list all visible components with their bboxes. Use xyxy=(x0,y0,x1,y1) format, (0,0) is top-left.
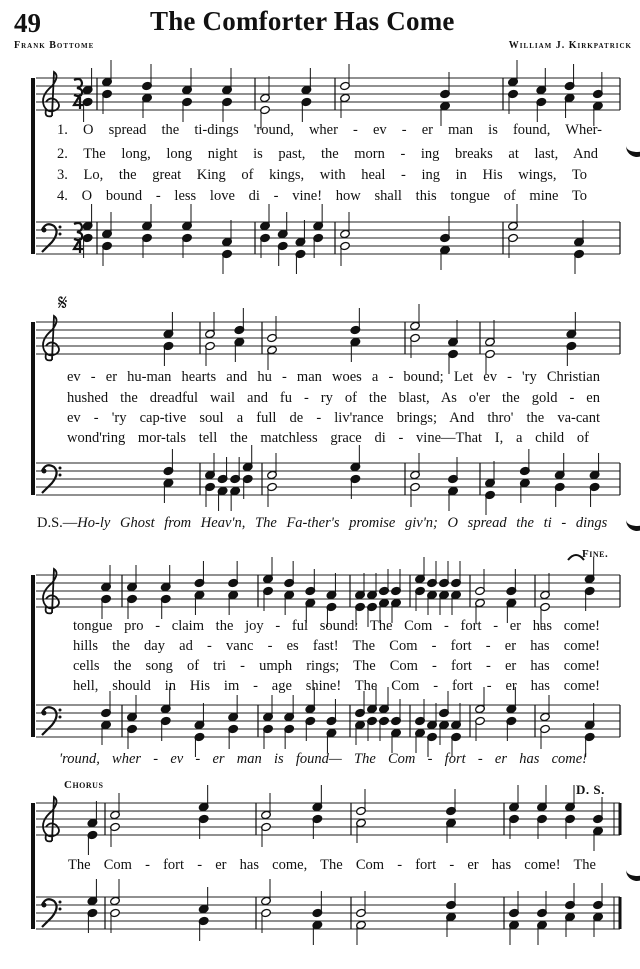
ds-label: D.S.— xyxy=(37,515,78,531)
bass-clef-dot xyxy=(59,908,62,911)
verse-2-line-3: hills the day ad - vanc - es fast! The Com - fort - er has come! xyxy=(73,638,600,654)
verse-1-line-2: ev - er hu-man hearts and hu - man woes a - bound; Let ev - 'ry Christian xyxy=(67,369,600,385)
refrain-ending-line: 'round, wher - ev - er man is found— The Com - fort - er has come! xyxy=(59,751,587,767)
bass-clef-dot xyxy=(59,474,62,477)
verse-3-line-1: 3. Lo, the great King of kings, with heal - ing in His wings, To xyxy=(57,167,587,183)
bass-clef-icon xyxy=(42,228,47,233)
verse-4-line-2: wond'ring mor-tals tell the matchless grace di - vine—That I, a child of xyxy=(67,430,589,446)
bass-clef-dot xyxy=(59,901,62,904)
bass-clef-icon xyxy=(42,469,47,474)
verse-3-line-3: cells the song of tri - umph rings; The Com - fort - er has come! xyxy=(73,658,600,674)
bass-clef-dot xyxy=(59,709,62,712)
bass-clef-dot xyxy=(59,226,62,229)
chorus-label: Chorus xyxy=(64,779,104,791)
fine-marking: Fine. xyxy=(582,548,609,560)
ds-marking: D. S. xyxy=(576,782,605,797)
hymn-title: The Comforter Has Come xyxy=(150,6,455,36)
verse-2-line-2: hushed the dreadful wail and fu - ry of the blast, As o'er the gold - en xyxy=(67,390,600,406)
author-credit: Frank Bottome xyxy=(14,40,95,51)
ds-text: Ho-ly Ghost from Heav'n, The Fa-ther's promise giv'n; O spread the ti - dings xyxy=(77,515,608,531)
verse-3-line-2: ev - 'ry cap-tive soul a full de - liv'rance brings; And thro' the va-cant xyxy=(67,410,600,426)
bass-clef-dot xyxy=(59,467,62,470)
composer-credit: William J. Kirkpatrick xyxy=(508,40,632,51)
ds-line xyxy=(37,514,607,532)
segno-sign: 𝄋 xyxy=(58,290,68,315)
chorus-lyric: The Com - fort - er has come, The Com - fort - er has come! The xyxy=(68,857,596,873)
verse-4-line-3: hell, should in His im - age shine! The Com - fort - er has come! xyxy=(73,678,600,694)
bass-clef-dot xyxy=(59,716,62,719)
hymn-number: 49 xyxy=(14,8,41,38)
verse-1-line-1: 1. O spread the ti-dings 'round, wher - ev - er man is found, Wher- xyxy=(57,122,602,138)
bass-clef-icon xyxy=(42,711,47,716)
verse-1-line-3: tongue pro - claim the joy - ful sound: The Com - fort - er has come! xyxy=(73,618,600,634)
bass-clef-icon xyxy=(42,903,47,908)
verse-4-line-1: 4. O bound - less love di - vine! how shall this tongue of mine To xyxy=(57,188,587,204)
bass-clef-dot xyxy=(59,233,62,236)
verse-2-line-1: 2. The long, long night is past, the morn - ing breaks at last, And xyxy=(57,146,598,162)
